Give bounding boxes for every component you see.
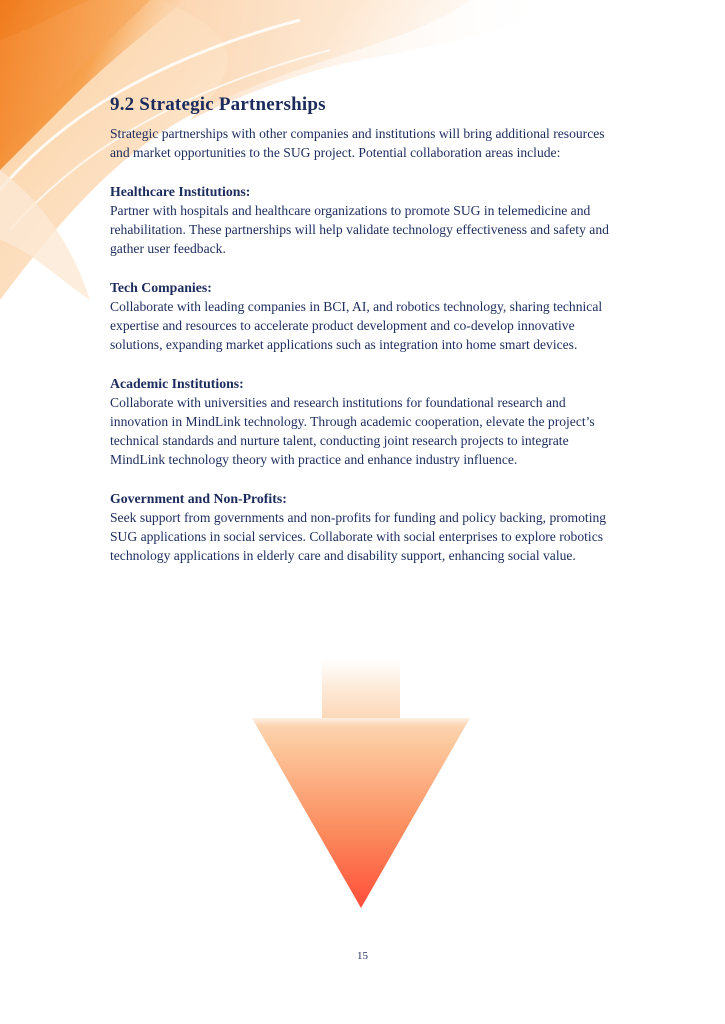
page-number: 15 — [357, 950, 368, 962]
section-body: Seek support from governments and non-profits for funding and policy backing, promoting SUG applications in social services. Collaborate with social enterprises to explore robotics technology applications in elderly care and disability support, enhancing social value. — [110, 510, 607, 563]
main-content — [110, 94, 615, 565]
partner-section-government — [110, 489, 615, 565]
section-body: Partner with hospitals and healthcare organizations to promote SUG in telemedicine and rehabilitation. These partnerships will help validate technology effectiveness and safety and gather user feedback. — [110, 203, 609, 256]
section-heading: Tech Companies: — [110, 280, 212, 295]
section-heading: Academic Institutions: — [110, 376, 244, 391]
partner-section-healthcare — [110, 182, 615, 258]
section-heading: Healthcare Institutions: — [110, 184, 251, 199]
section-title: 9.2 Strategic Partnerships — [110, 94, 326, 115]
partner-section-academic — [110, 374, 615, 469]
section-heading: Government and Non-Profits: — [110, 491, 287, 506]
down-arrow-icon — [250, 660, 472, 910]
partner-section-tech — [110, 278, 615, 354]
intro-paragraph: Strategic partnerships with other companies and institutions will bring additional resources and market opportunities to the SUG project. Potential collaboration areas include: — [110, 126, 605, 160]
section-body: Collaborate with universities and research institutions for foundational research and innovation in MindLink technology. Through academic cooperation, elevate the project’s technical standards and nurture talent, conducting joint research projects to integrate MindLink technology theory with practice and enhance industry influence. — [110, 395, 595, 467]
section-body: Collaborate with leading companies in BCI, AI, and robotics technology, sharing technical expertise and resources to accelerate product development and co-develop innovative solutions, expanding market applications such as integration into home smart devices. — [110, 299, 603, 352]
